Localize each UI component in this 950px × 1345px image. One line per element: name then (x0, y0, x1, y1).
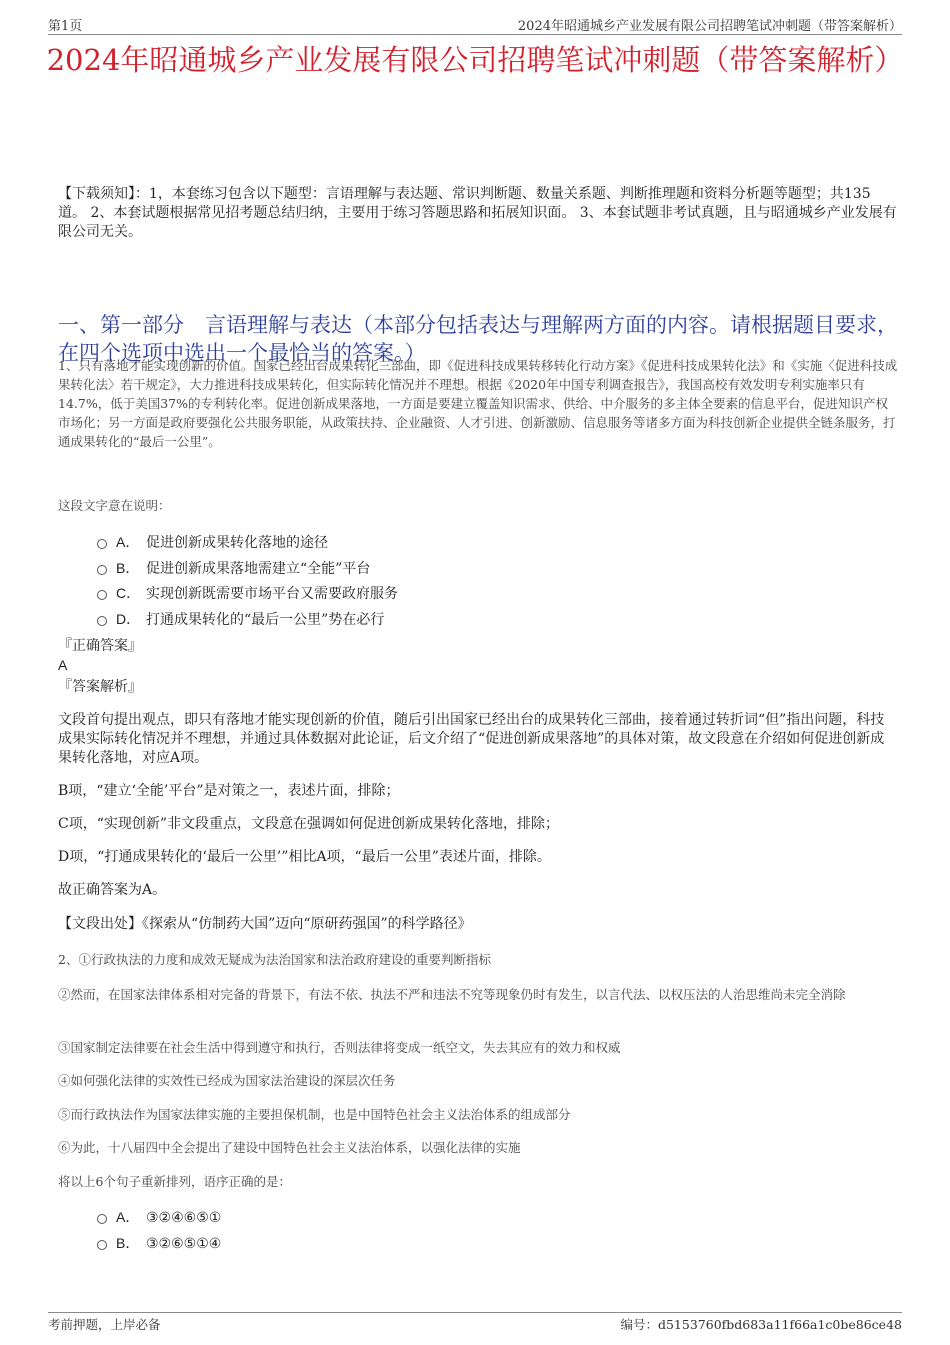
radio-icon[interactable] (97, 539, 107, 549)
question-2-sentence-6: ⑥为此，十八届四中全会提出了建设中国特色社会主义法治体系，以强化法律的实施 (58, 1140, 521, 1155)
footer-serial: 编号：d5153760fbd683a11f66a1c0be86ce48 (620, 1317, 902, 1332)
document-title: 2024年昭通城乡产业发展有限公司招聘笔试冲刺题（带答案解析） (46, 43, 904, 77)
page-footer (48, 1312, 902, 1333)
analysis-option-c: C项，“实现创新”非文段重点，文段意在强调如何促进创新成果转化落地，排除； (58, 816, 560, 832)
question-2-option-a[interactable]: A． ③②④⑥⑤① (97, 1207, 221, 1227)
question-2-sentence-5: ⑤而行政执法作为国家法律实施的主要担保机制，也是中国特色社会主义法治体系的组成部分 (58, 1107, 571, 1122)
download-notice: 【下载须知】：1，本套练习包含以下题型：言语理解与表达题、常识判断题、数量关系题、判断推理题和资料分析题等题型；共135道。 2、本套试题根据常见招考题总结归纳，主要用于练习答题思路和拓展知识面。 3、本套试题非考试真题，且与昭通城乡产业发展有限公司无关。 (58, 186, 897, 240)
answer-label: 『正确答案』 (58, 638, 142, 654)
section-heading: 一、第一部分 言语理解与表达（本部分包括表达与理解两方面的内容。请根据题目要求，在四个选项中选出一个最恰当的答案。） (58, 313, 898, 365)
radio-icon[interactable] (97, 1214, 107, 1224)
header-doc-title: 2024年昭通城乡产业发展有限公司招聘笔试冲刺题（带答案解析） (517, 19, 902, 34)
question-2-sentence-2: ②然而，在国家法律体系相对完备的背景下，有法不依、执法不严和违法不究等现象仍时有发生，以言代法、以权压法的人治思维尚未完全消除 (58, 987, 846, 1002)
question-1-option-a[interactable]: A． 促进创新成果转化落地的途径 (97, 532, 328, 552)
question-1-option-c[interactable]: C． 实现创新既需要市场平台又需要政府服务 (97, 583, 398, 603)
answer-value: A (58, 657, 68, 673)
question-1-text: 1、只有落地才能实现创新的价值。国家已经出台成果转化三部曲，即《促进科技成果转移转化行动方案》《促进科技成果转化法》和《实施〈促进科技成果转化法〉若干规定》，大力推进科技成果转化，但实际转化情况并不理想。根据《2020年中国专利调查报告》，我国高校有效发明专利实施率只有14.7%，低于美国37%的专利转化率。促进创新成果落地，一方面是要建立覆盖知识需求、供给、中介服务的多主体全要素的信息平台，促进知识产权市场化；另一方面是政府要强化公共服务职能，从政策扶持、企业融资、人才引进、创新激励、信息服务等诸多方面为科技创新企业提供全链条服务，打通成果转化的“最后一公里”。 (58, 358, 898, 449)
analysis-label: 『答案解析』 (58, 679, 142, 695)
analysis-conclusion: 故正确答案为A。 (58, 882, 167, 898)
passage-source: 【文段出处】《探索从“仿制药大国”迈向“原研药强国”的科学路径》 (58, 916, 472, 932)
question-1-option-d[interactable]: D． 打通成果转化的“最后一公里”势在必行 (97, 609, 384, 629)
question-2-sentence-4: ④如何强化法律的实效性已经成为国家法治建设的深层次任务 (58, 1073, 396, 1088)
question-2-sentence-1: 2、①行政执法的力度和成效无疑成为法治国家和法治政府建设的重要判断指标 (58, 952, 491, 967)
page-header (48, 14, 902, 35)
question-2-option-b[interactable]: B． ③②⑥⑤①④ (97, 1233, 221, 1253)
radio-icon[interactable] (97, 590, 107, 600)
radio-icon[interactable] (97, 1240, 107, 1250)
question-2-sentence-3: ③国家制定法律要在社会生活中得到遵守和执行，否则法律将变成一纸空文，失去其应有的效力和权威 (58, 1040, 621, 1055)
analysis-option-d: D项，“打通成果转化的‘最后一公里’”相比A项，“最后一公里”表述片面，排除。 (58, 849, 551, 865)
footer-slogan: 考前押题，上岸必备 (48, 1317, 161, 1332)
analysis-paragraph: 文段首句提出观点，即只有落地才能实现创新的价值，随后引出国家已经出台的成果转化三部曲，接着通过转折词“但”指出问题，科技成果实际转化情况并不理想，并通过具体数据对此论证，后文介绍了“促进创新成果落地”的具体对策，故文段意在介绍如何促进创新成果转化落地，对应A项。 (58, 712, 885, 766)
radio-icon[interactable] (97, 565, 107, 575)
page-number: 第1页 (48, 19, 83, 34)
question-1-stem: 这段文字意在说明： (58, 498, 171, 513)
question-2-stem: 将以上6个句子重新排列，语序正确的是： (58, 1174, 291, 1189)
radio-icon[interactable] (97, 616, 107, 626)
question-1-option-b[interactable]: B． 促进创新成果落地需建立“全能”平台 (97, 558, 370, 578)
analysis-option-b: B项，“建立‘全能’平台”是对策之一，表述片面，排除； (58, 783, 400, 799)
